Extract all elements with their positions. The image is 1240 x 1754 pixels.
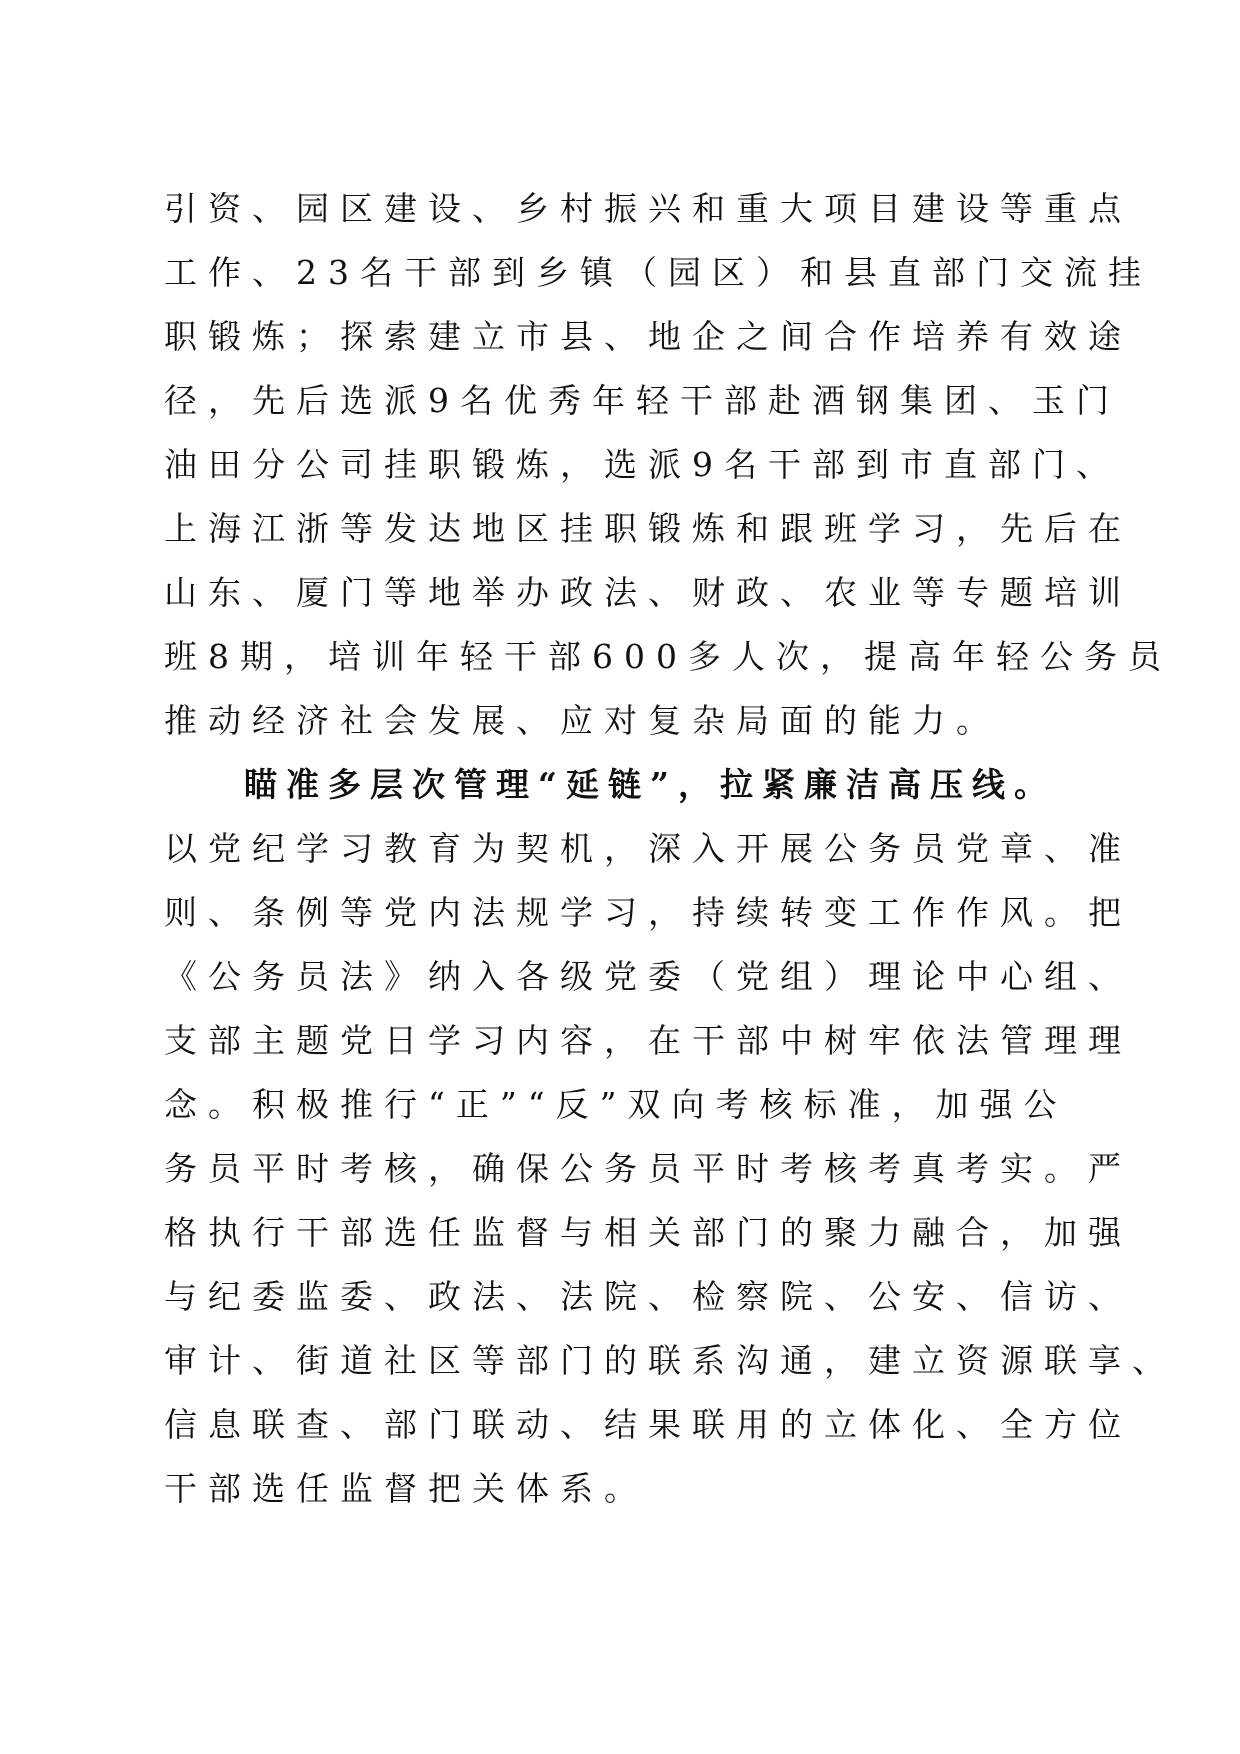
- paragraph-line: 以党纪学习教育为契机，深入开展公务员党章、准: [164, 829, 1132, 868]
- paragraph-line: 干部选任监督把关体系。: [164, 1469, 648, 1508]
- paragraph-line: 念。积极推行“正”“反”双向考核标准，加强公: [164, 1085, 1068, 1124]
- section-heading: 瞄准多层次管理“延链”，拉紧廉洁高压线。: [244, 765, 1056, 804]
- paragraph-line: 引资、园区建设、乡村振兴和重大项目建设等重点: [164, 189, 1132, 228]
- paragraph-line: 与纪委监委、政法、法院、检察院、公安、信访、: [164, 1277, 1132, 1316]
- paragraph-line: 上海江浙等发达地区挂职锻炼和跟班学习，先后在: [164, 509, 1132, 548]
- paragraph-line: 《公务员法》纳入各级党委（党组）理论中心组、: [164, 957, 1132, 996]
- paragraph-line: 则、条例等党内法规学习，持续转变工作作风。把: [164, 893, 1132, 932]
- body-text: [164, 187, 1176, 1531]
- paragraph-line: 职锻炼；探索建立市县、地企之间合作培养有效途: [164, 317, 1132, 356]
- paragraph-line: 信息联查、部门联动、结果联用的立体化、全方位: [164, 1405, 1132, 1444]
- paragraph-line: 班8期，培训年轻干部600多人次，提高年轻公务员: [164, 637, 1172, 676]
- paragraph-line: 油田分公司挂职锻炼，选派9名干部到市直部门、: [164, 445, 1120, 484]
- paragraph-line: 山东、厦门等地举办政法、财政、农业等专题培训: [164, 573, 1132, 612]
- paragraph-line: 径，先后选派9名优秀年轻干部赴酒钢集团、玉门: [164, 381, 1120, 420]
- paragraph-line: 支部主题党日学习内容，在干部中树牢依法管理理: [164, 1021, 1132, 1060]
- paragraph-line: 务员平时考核，确保公务员平时考核考真考实。严: [164, 1149, 1132, 1188]
- paragraph-line: 格执行干部选任监督与相关部门的聚力融合，加强: [164, 1213, 1132, 1252]
- paragraph-line: 推动经济社会发展、应对复杂局面的能力。: [164, 701, 1000, 740]
- paragraph-line: 工作、23名干部到乡镇（园区）和县直部门交流挂: [164, 253, 1152, 292]
- paragraph-line: 审计、街道社区等部门的联系沟通，建立资源联享、: [164, 1341, 1176, 1380]
